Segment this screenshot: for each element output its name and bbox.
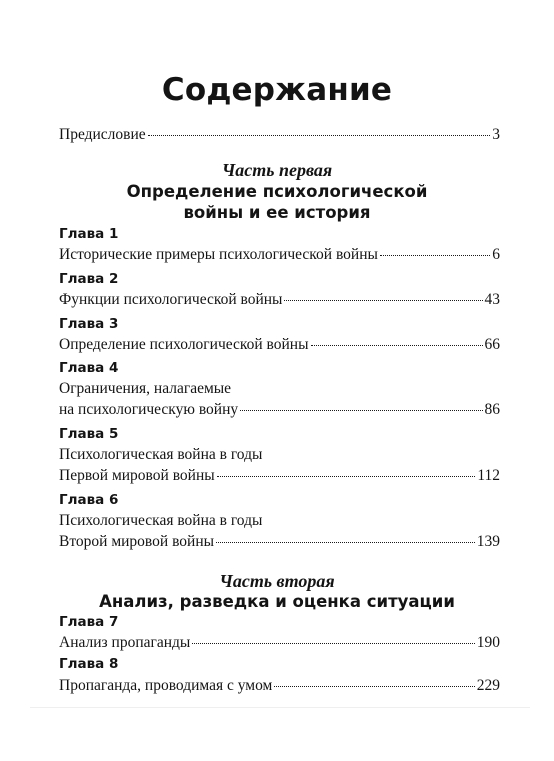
toc-entry-title: Исторические примеры психологической войны (59, 246, 378, 263)
toc-entry-chapter-2[interactable] (59, 291, 500, 309)
toc-entry-preface[interactable] (59, 126, 500, 144)
chapter-label-8: Глава 8 (59, 656, 119, 672)
part-heading-2: Часть вторая (219, 571, 335, 591)
page-edge-shadow (30, 707, 530, 708)
toc-entry-chapter-6-line1[interactable]: Психологическая война в годы (59, 512, 263, 529)
dot-leader (148, 135, 491, 136)
dot-leader (216, 542, 475, 543)
toc-page-number: 112 (477, 467, 500, 484)
dot-leader (284, 300, 482, 301)
dot-leader (274, 686, 474, 687)
toc-page-number: 229 (476, 677, 500, 694)
toc-entry-title: Определение психологической войны (59, 336, 309, 353)
toc-entry-chapter-4[interactable] (59, 401, 500, 419)
dot-leader (217, 476, 476, 477)
toc-entry-chapter-7[interactable] (59, 634, 500, 652)
chapter-label-4: Глава 4 (59, 360, 119, 376)
toc-entry-chapter-8[interactable] (59, 677, 500, 695)
part-heading-1: Часть первая (221, 160, 333, 180)
part-subtitle-1-line1: Определение психологической (126, 182, 428, 201)
toc-entry-chapter-3[interactable] (59, 336, 500, 354)
toc-page-number: 190 (476, 634, 500, 651)
toc-entry-title: Функции психологической войны (59, 291, 283, 308)
page-title: Содержание (161, 72, 393, 108)
toc-entry-chapter-4-line1[interactable]: Ограничения, налагаемые (59, 380, 232, 397)
toc-entry-chapter-5-line1[interactable]: Психологическая война в годы (59, 446, 263, 463)
dot-leader (192, 643, 474, 644)
chapter-label-1: Глава 1 (59, 226, 119, 242)
dot-leader (311, 345, 483, 346)
dot-leader (240, 410, 482, 411)
chapter-label-7: Глава 7 (59, 614, 119, 630)
dot-leader (380, 255, 490, 256)
toc-entry-label: Предисловие (59, 126, 146, 143)
toc-page-number: 139 (476, 533, 500, 550)
part-subtitle-1-line2: войны и ее история (183, 203, 371, 222)
chapter-label-5: Глава 5 (59, 426, 119, 442)
toc-page-number: 6 (492, 246, 500, 263)
toc-entry-chapter-1[interactable] (59, 246, 500, 264)
toc-page-number: 86 (484, 401, 500, 418)
toc-entry-title: Пропаганда, проводимая с умом (59, 677, 273, 694)
chapter-label-2: Глава 2 (59, 271, 119, 287)
toc-entry-chapter-5[interactable] (59, 467, 500, 485)
toc-page-number: 43 (484, 291, 500, 308)
toc-entry-chapter-6[interactable] (59, 533, 500, 551)
toc-entry-title: Второй мировой войны (59, 533, 215, 550)
chapter-label-3: Глава 3 (59, 316, 119, 332)
chapter-label-6: Глава 6 (59, 492, 119, 508)
toc-page-number: 3 (492, 126, 500, 143)
part-subtitle-2-line1: Анализ, разведка и оценка ситуации (99, 592, 455, 611)
toc-entry-title: на психологическую войну (59, 401, 239, 418)
toc-entry-title: Первой мировой войны (59, 467, 215, 484)
toc-entry-title: Анализ пропаганды (59, 634, 191, 651)
toc-page-number: 66 (484, 336, 500, 353)
